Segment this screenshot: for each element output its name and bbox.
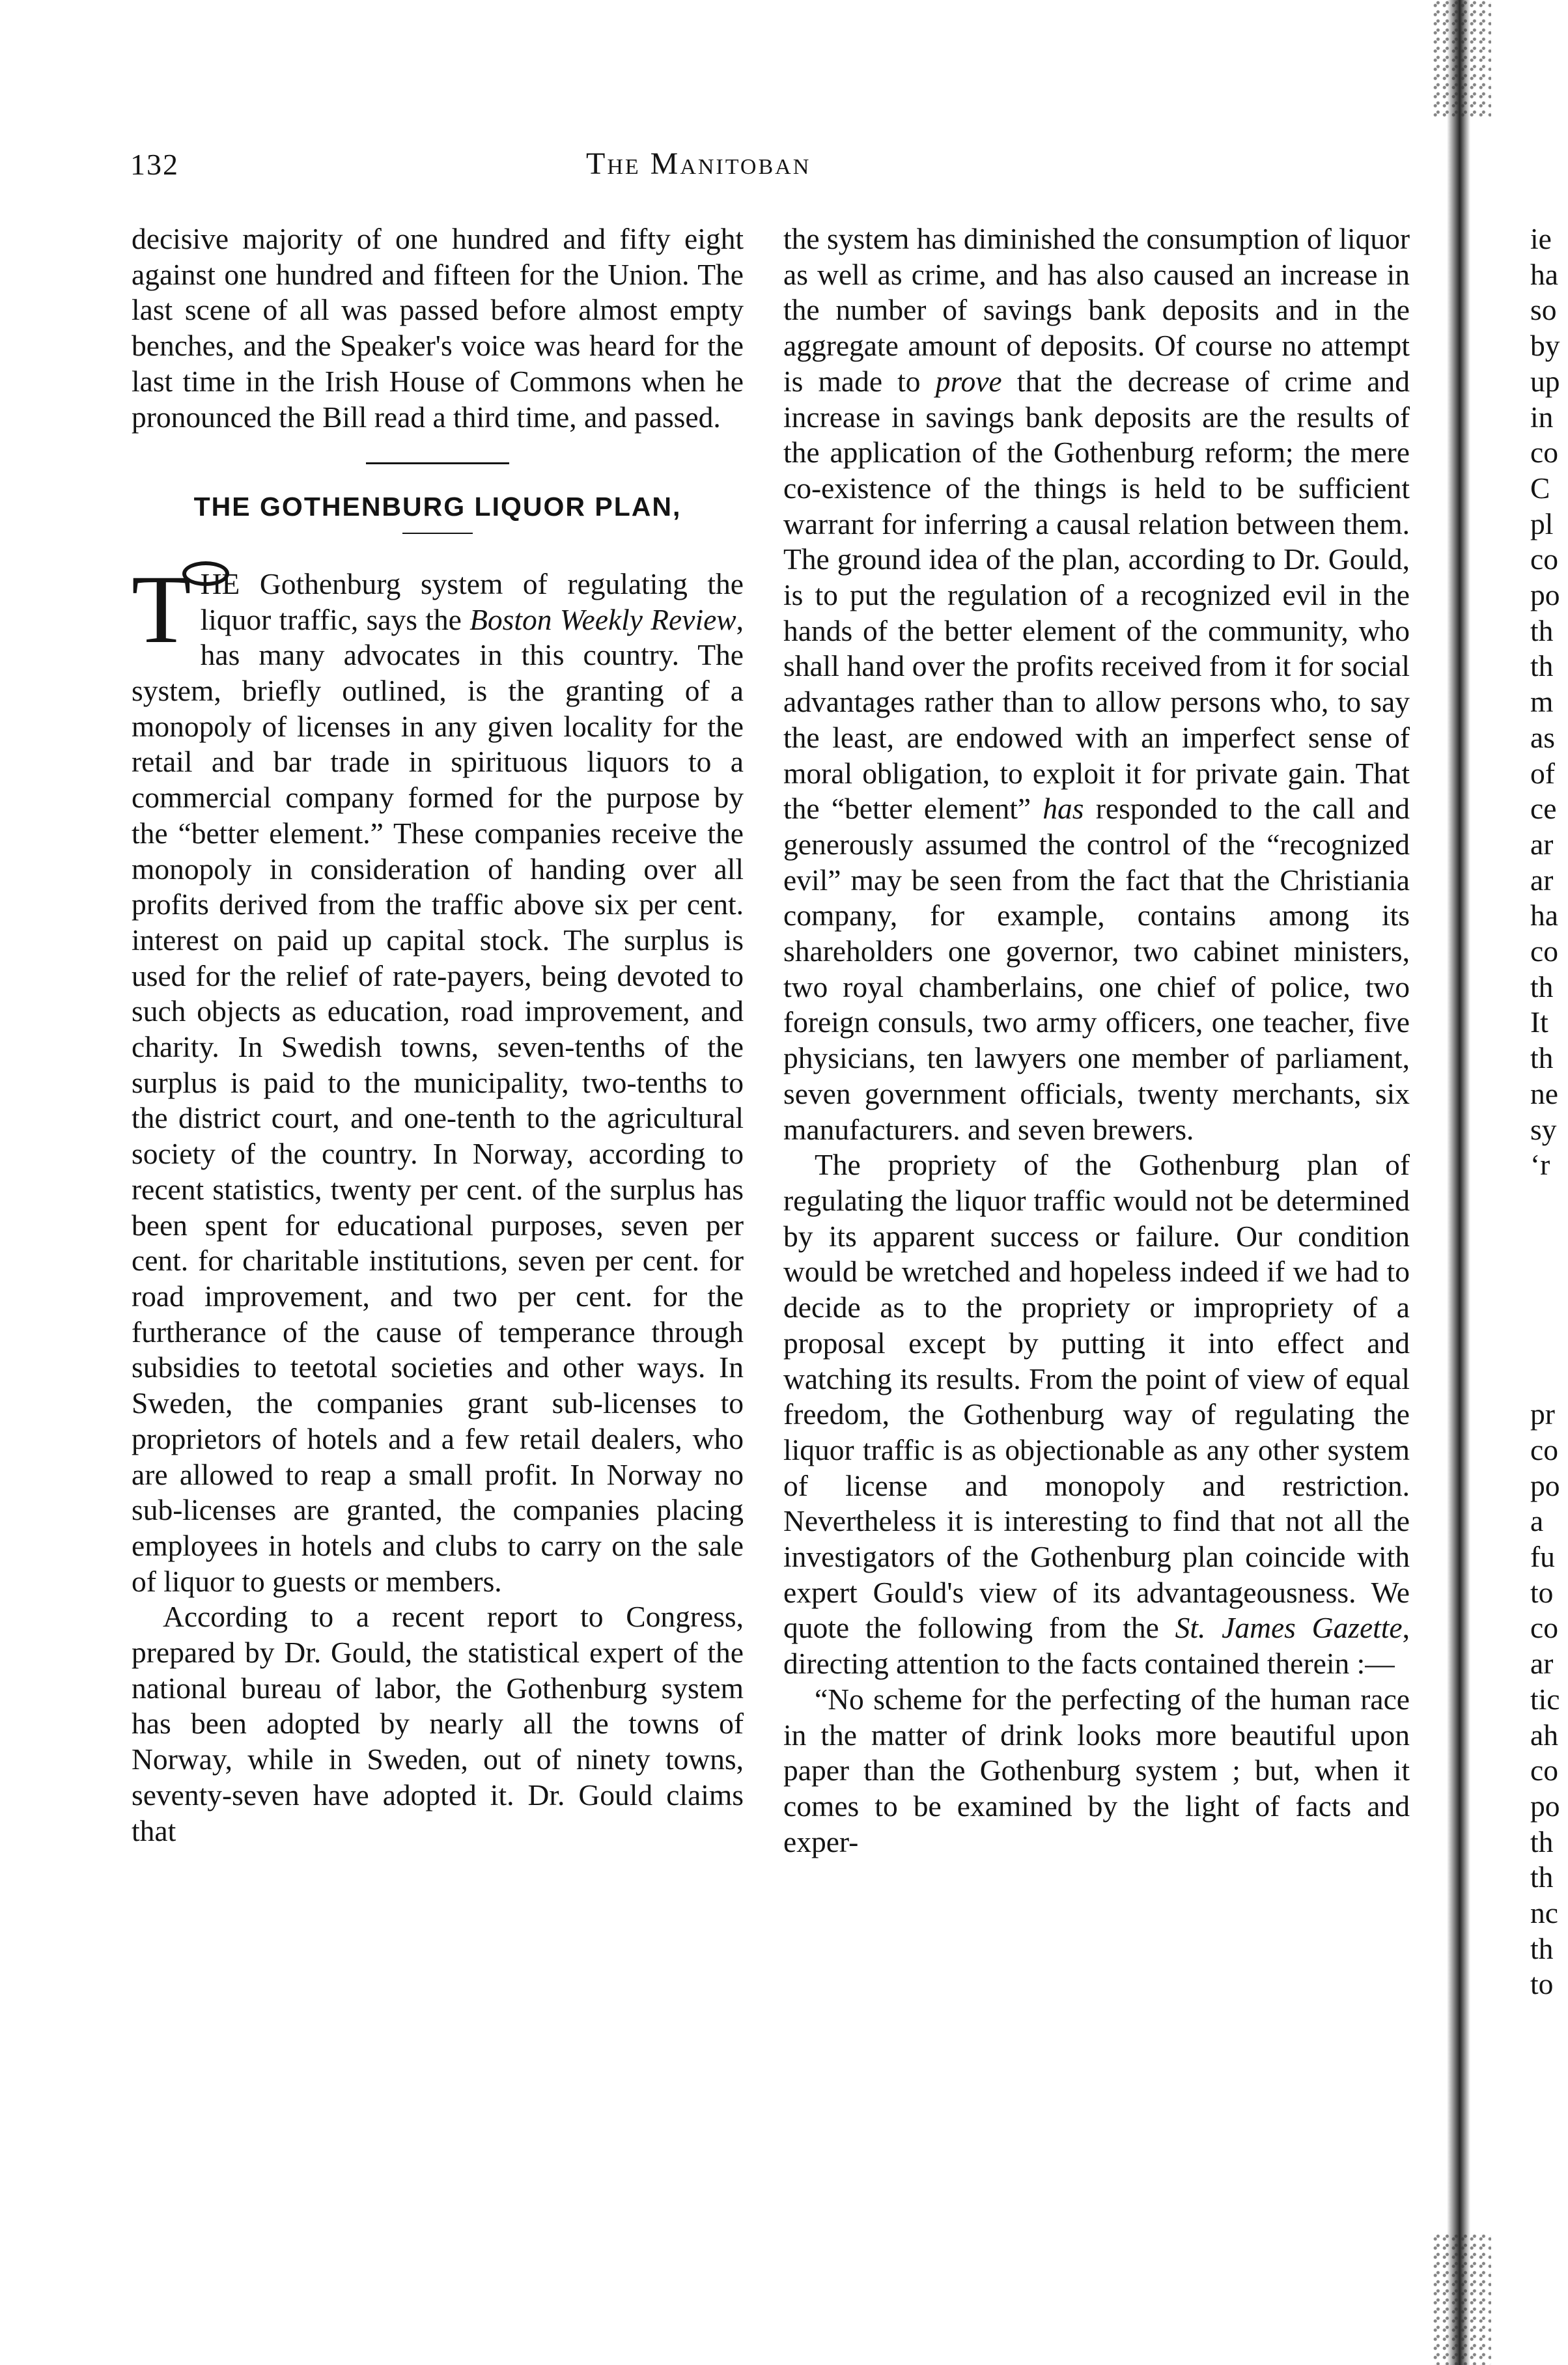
edge-fragment — [1530, 1290, 1568, 1326]
edge-fragment: th — [1530, 649, 1554, 683]
edge-fragment: co — [1530, 934, 1558, 968]
edge-fragment: th — [1530, 1825, 1554, 1858]
edge-fragment: ar — [1530, 863, 1554, 897]
drop-cap-letter: T — [132, 555, 191, 664]
edge-fragment: a — [1530, 1504, 1544, 1538]
edge-fragment: po — [1530, 1789, 1560, 1823]
edge-fragment: of — [1530, 756, 1555, 790]
edge-fragment: ne — [1530, 1076, 1558, 1110]
edge-fragment: ‘r — [1530, 1148, 1550, 1182]
edge-fragment: ha — [1530, 257, 1558, 291]
edge-fragment — [1530, 1183, 1568, 1219]
edge-fragment: co — [1530, 1611, 1558, 1645]
binding-speckle-bottom — [1433, 2233, 1491, 2365]
p1-text-a: HE Gothenburg system of regulating the liquor traffic, says the — [200, 567, 744, 636]
edge-fragment: C — [1530, 471, 1550, 505]
edge-fragment: fu — [1530, 1540, 1555, 1574]
article-paragraph-4 — [783, 1147, 1410, 1682]
binding-gutter-shadow — [1447, 0, 1470, 2365]
p3-text-c: responded to the call and generously assumed the control of the “recognized evil” may be seen from the fact that the Christiania company, for example, contains among its shareholders one governor, two cabinet ministers, two royal chamberlains, one chief of police, two foreign consuls, two army officers, one teacher, five physicians, ten lawyers one member of parliament, seven government officials, twenty merchants, six manufacturers. and seven brewers. — [783, 792, 1410, 1146]
edge-fragment: nc — [1530, 1896, 1558, 1930]
article-paragraph-2: According to a recent report to Congress, prepared by Dr. Gould, the statistical expert of the national bureau of labor, the Gothenburg system has been adopted by nearly all the towns of Norway, while in Sweden, out of ninety towns, seventy-seven have adopted it. Dr. Gould claims that — [132, 1600, 744, 1847]
edge-fragment: m — [1530, 685, 1554, 719]
edge-fragment: th — [1530, 1860, 1554, 1894]
edge-fragment: co — [1530, 542, 1558, 576]
edge-fragment — [1530, 1362, 1568, 1397]
edge-fragment: ar — [1530, 1647, 1554, 1681]
edge-fragment: th — [1530, 1041, 1554, 1075]
p1-text-b: , has many advocates in this country. The system, briefly outlined, is the granting of a monopoly of licenses in any given locality for the retail and bar trade in spirituous liquors to a commercial company formed for the purpose by the “better element.” These companies receive the monopoly in consideration of handing over all profits derived from the traffic above six per cent. interest on paid up capital stock. The surplus is used for the relief of rate-payers, being devoted to such objects as education, road improvement, and charity. In Swedish towns, seven-tenths of the surplus is paid to the municipality, two-tenths to the district court, and one-tenth to the agricultural society of the country. In Norway, according to recent statistics, twenty per cent. of the surplus has been spent for educational purposes, seven per cent. for charitable institutions, seven per cent. for road improvement, and two per cent. for the furtherance of the cause of temperance through subsidies to teetotal societies and other ways. In Sweden, the companies grant sub-licenses to proprietors of hotels and a few retail dealers, who are allowed to reap a small profit. In Norway no sub-licenses are granted, the companies placing employees in hotels and clubs to carry on the sale of liquor to guests or members. — [132, 602, 744, 1598]
edge-fragment: co — [1530, 1754, 1558, 1787]
right-column — [783, 221, 1410, 1860]
left-column — [132, 221, 744, 1849]
edge-fragment: in — [1530, 400, 1554, 434]
source-st-james-gazette: St. James Gazette — [1175, 1611, 1403, 1645]
edge-fragment: pl — [1530, 507, 1554, 540]
facing-page-edge — [1530, 221, 1568, 2331]
edge-fragment: by — [1530, 329, 1560, 363]
edge-fragment: co — [1530, 436, 1558, 469]
edge-fragment: so — [1530, 293, 1557, 327]
edge-fragment: co — [1530, 1433, 1558, 1466]
source-boston-weekly-review: Boston Weekly Review — [469, 602, 736, 636]
binding-speckle-top — [1433, 0, 1491, 117]
edge-fragment: It — [1530, 1005, 1548, 1039]
p3-text-b: that the decrease of crime and increase in savings bank deposits are the results of the application of the Gothenburg reform; the mere co-existence of the things is held to be sufficient warrant for inferring a causal relation between them. The ground idea of the plan, according to Dr. Gould, is to put the regulation of a recognized evil in the hands of the better element of the community, who shall hand over the profits received from it for social advantages rather than to allow persons who, to say the least, are endowed with an imperfect sense of moral obligation, to exploit it for private gain. That the “better element” — [783, 364, 1410, 826]
edge-fragment: up — [1530, 364, 1560, 398]
edge-fragment: ha — [1530, 899, 1558, 932]
p3-text-a: the system has diminished the consumption of liquor as well as crime, and has also caused an increase in the number of savings bank deposits and in the aggregate amount of deposits. Of course no attempt is made to — [783, 222, 1410, 398]
section-divider — [366, 462, 509, 464]
edge-fragment: po — [1530, 1468, 1560, 1502]
edge-fragment: ce — [1530, 792, 1557, 826]
edge-fragment: to — [1530, 1967, 1554, 2001]
edge-fragment: ah — [1530, 1718, 1558, 1752]
edge-fragment: sy — [1530, 1112, 1557, 1146]
edge-fragment: th — [1530, 1931, 1554, 1965]
edge-fragment: to — [1530, 1575, 1554, 1609]
title-underline — [402, 533, 473, 534]
quoted-paragraph: “No scheme for the perfecting of the human race in the matter of drink looks more beautiful upon paper than the Gothenburg system ; but, when it comes to be examined by the light of facts and exper- — [783, 1682, 1410, 1858]
p4-text-b: , directing attention to the facts contained therein :— — [783, 1611, 1410, 1681]
article-paragraph-1 — [132, 555, 744, 1599]
article-title: THE GOTHENBURG LIQUOR PLAN, — [193, 492, 682, 522]
p4-text-a: The propriety of the Gothenburg plan of regulating the liquor traffic would not be determined by its apparent success or failure. Our condition would be wretched and hopeless indeed if we had to decide as to the propriety or impropriety of a proposal except by putting it into effect and watching its results. From the point of view of equal freedom, the Gothenburg way of regulating the liquor traffic is as objectionable as any other system of license and monopoly and restriction. Nevertheless it is interesting to find that not all the investigators of the Gothenburg plan coincide with expert Gould's view of its advantageousness. We quote the following from the — [783, 1148, 1410, 1645]
edge-fragment: po — [1530, 578, 1560, 612]
running-head: The Manitoban — [586, 147, 811, 181]
page-number: 132 — [130, 148, 179, 181]
continued-paragraph: decisive majority of one hundred and fifty eight against one hundred and fifteen for the Union. The last scene of all was passed before almost empty benches, and the Speaker's voice was heard for the last time in the Irish House of Commons when he pronounced the Bill read a third time, and passed. — [132, 222, 744, 434]
edge-fragment: as — [1530, 720, 1555, 754]
edge-fragment: tic — [1530, 1682, 1560, 1716]
drop-cap — [132, 555, 191, 664]
edge-fragment: pr — [1530, 1397, 1555, 1431]
article-paragraph-3 — [783, 221, 1410, 1147]
edge-fragment: th — [1530, 613, 1554, 647]
drop-cap-swash — [182, 561, 229, 586]
edge-fragment — [1530, 1326, 1568, 1362]
edge-fragment: th — [1530, 970, 1554, 1003]
edge-fragment: ar — [1530, 827, 1554, 861]
emphasis-has: has — [1043, 792, 1084, 826]
edge-fragment: ie — [1530, 222, 1552, 255]
edge-fragment — [1530, 1254, 1568, 1290]
edge-fragment — [1530, 1219, 1568, 1255]
emphasis-prove: prove — [935, 364, 1002, 398]
